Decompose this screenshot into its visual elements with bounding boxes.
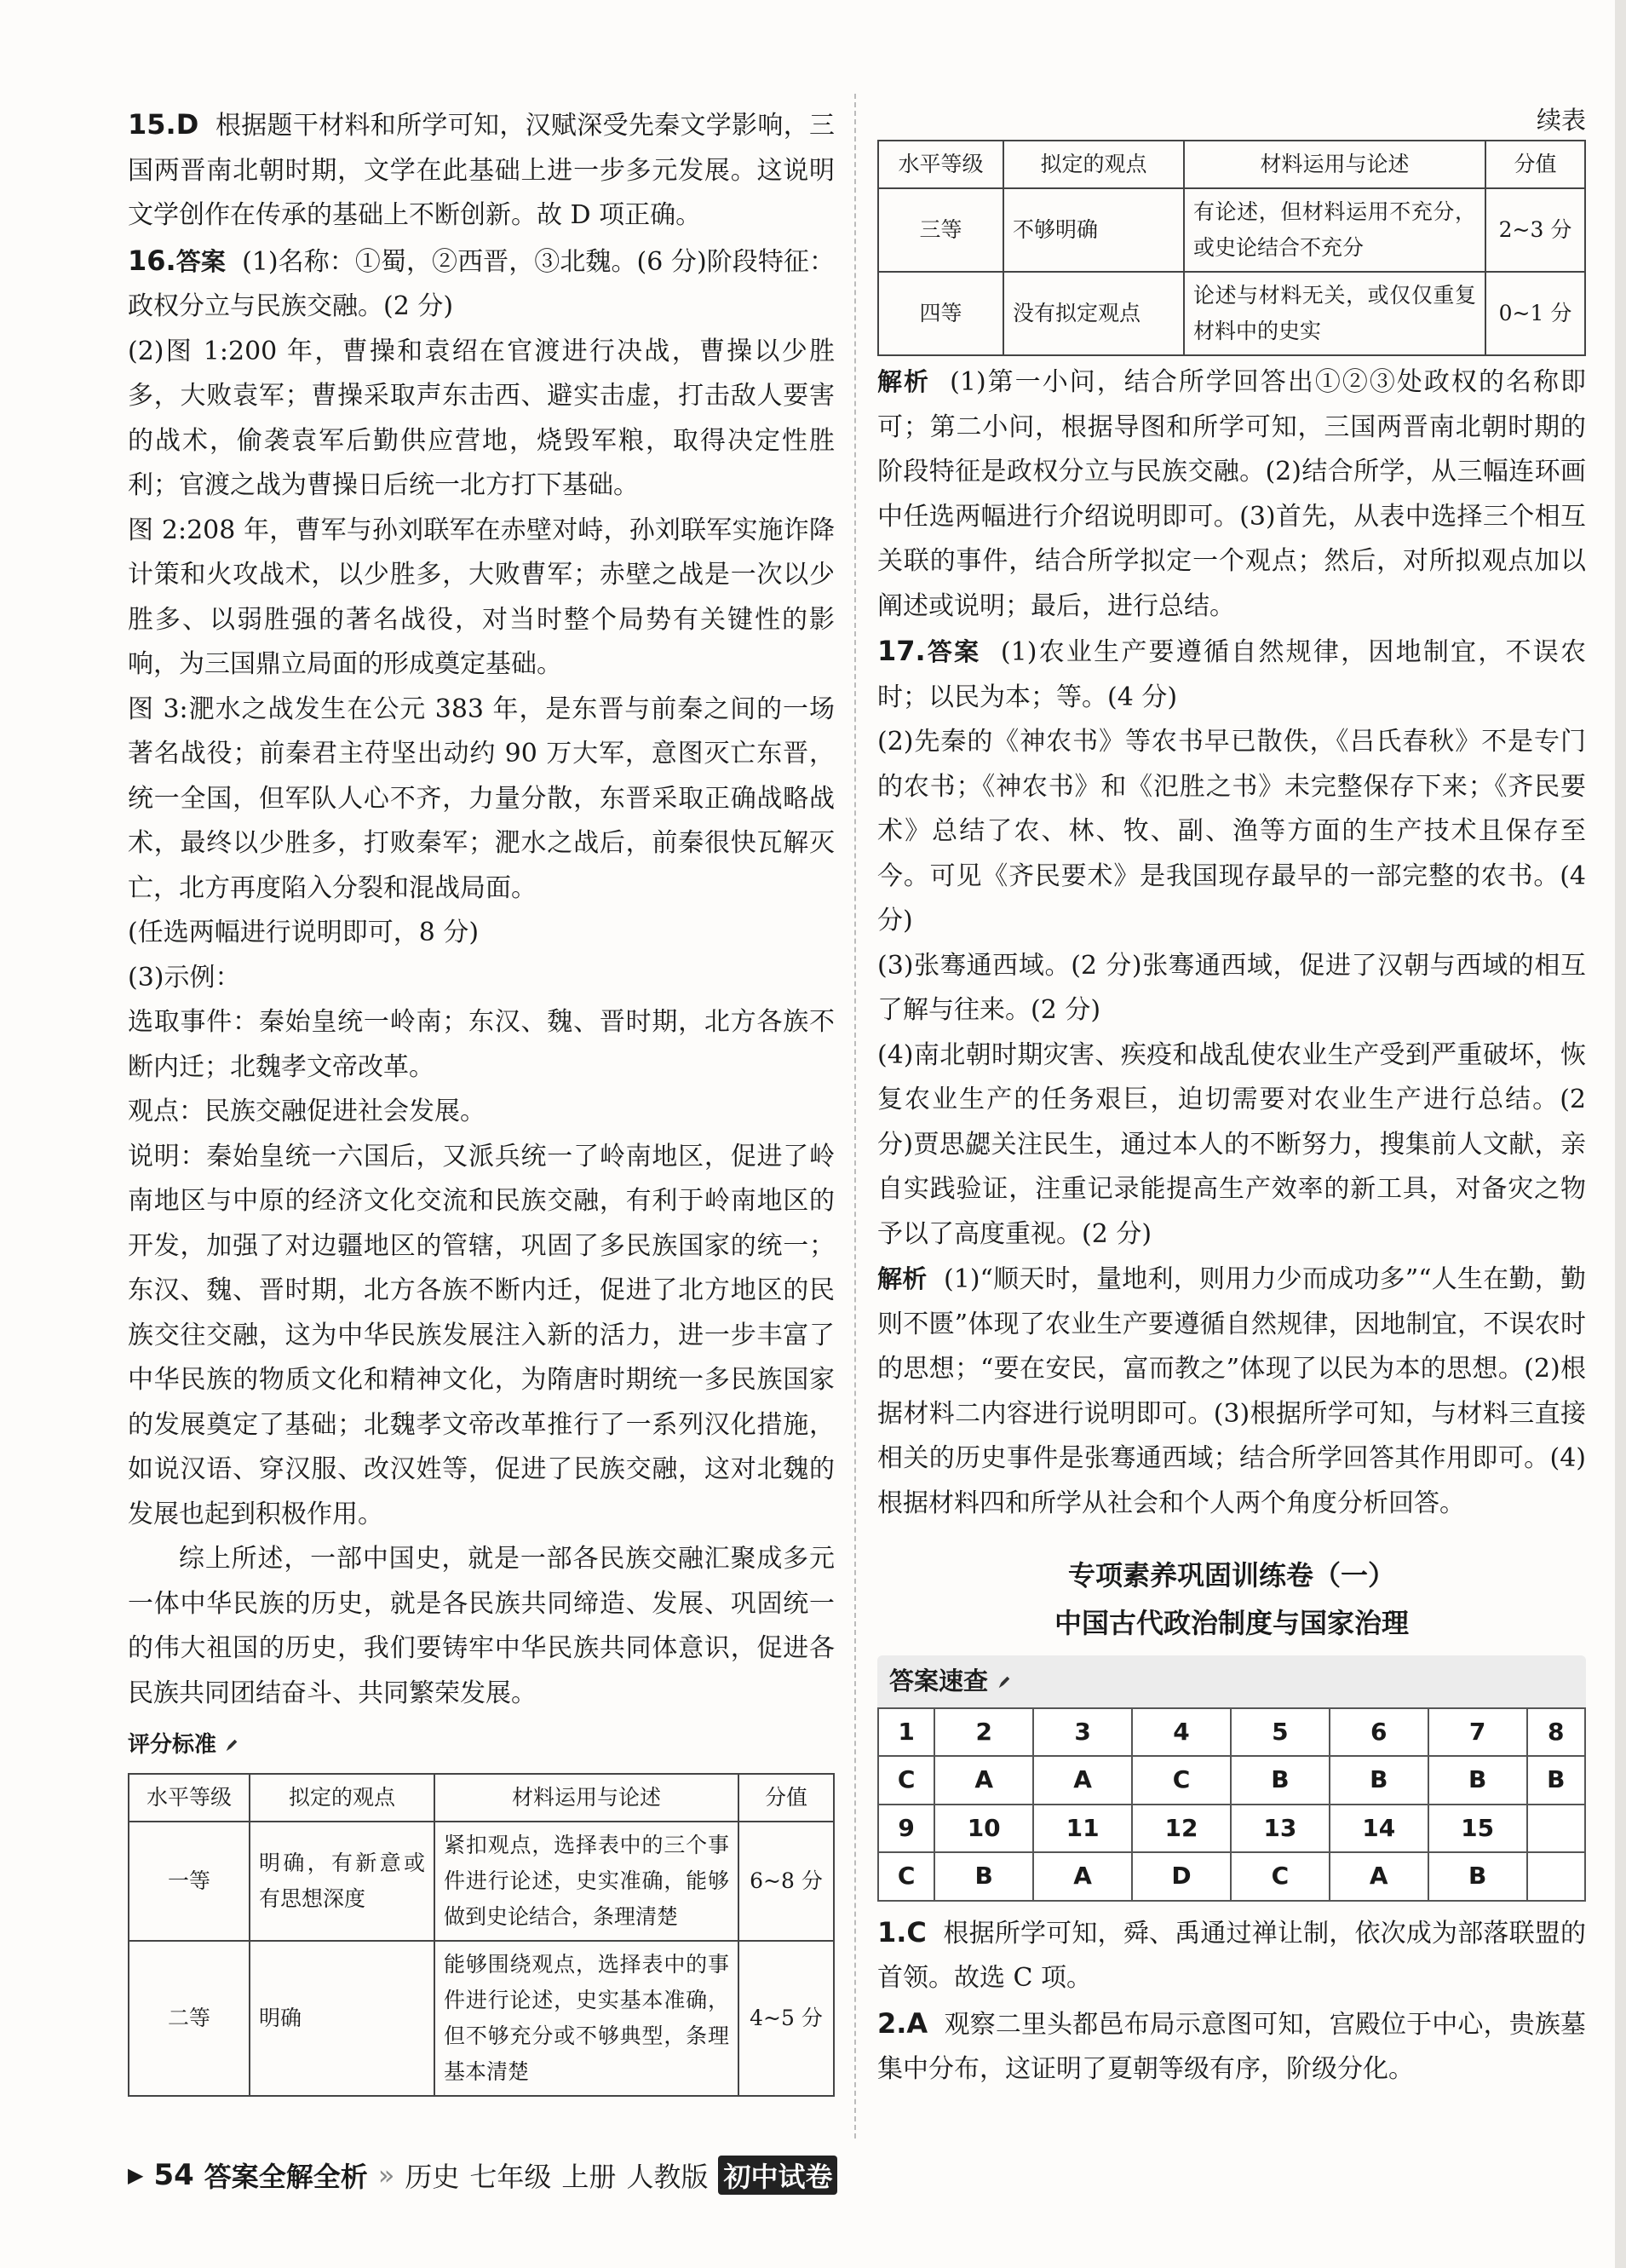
answer-box-title: 答案速查: [877, 1655, 1586, 1707]
page-footer: [128, 2156, 837, 2195]
table-header-row: 水平等级 拟定的观点 材料运用与论述 分值: [129, 1774, 834, 1822]
q16-heading: 16.答案 (1)名称：①蜀，②西晋，③北魏。(6 分)阶段特征：政权分立与民族交融。(2 分): [128, 244, 835, 321]
section-subtitle: 中国古代政治制度与国家治理: [1054, 1607, 1409, 1639]
left-column: [128, 102, 835, 2097]
continued-label: 续表: [1536, 106, 1586, 135]
section-title: 专项素养巩固训练卷（一）: [1067, 1559, 1395, 1592]
double-chevron-icon: »: [377, 2159, 395, 2191]
q17-heading: 17.答案 (1)农业生产要遵循自然规律，因地制宜，不误农时；以民为本；等。(4 分): [877, 635, 1586, 712]
q16-p5: (任选两幅进行说明即可，8 分): [128, 918, 480, 947]
scoring-title: 评分标准: [128, 1723, 835, 1768]
table-row: 一等 明确，有新意或有思想深度 紧扣观点，选择表中的三个事件进行论述，史实准确，能够做到史论结合，条理清楚 6~8 分: [129, 1822, 834, 1941]
q16-analysis: 解析 (1)第一小问，结合所学回答出①②③处政权的名称即可；第二小问，根据导图和所学可知，三国两晋南北朝时期的阶段特征是政权分立与民族交融。(2)结合所学，从三幅连环画中任选两幅进行介绍说明即可。(3)首先，从表中选择三个相互关联的事件，结合所学拟定一个观点；然后，对所拟观点加以阐述或说明；最后，进行总结。: [877, 367, 1586, 621]
page-edge: [1615, 0, 1626, 2268]
q16-p3: 图 2:208 年，曹军与孙刘联军在赤壁对峙，孙刘联军实施诈降计策和火攻战术，以少胜多，大败曹军；赤壁之战是一次以少胜多、以弱胜强的著名战役，对当时整个局势有关键性的影响，为三国鼎立局面的形成奠定基础。: [128, 515, 835, 679]
q16-p10: 综上所述，一部中国史，就是一部各民族交融汇聚成多元一体中华民族的历史，就是各民族共同缔造、发展、巩固统一的伟大祖国的历史，我们要铸牢中华民族共同体意识，促进各民族共同团结奋斗、共同繁荣发展。: [128, 1544, 835, 1708]
q16-p6: (3)示例：: [128, 962, 241, 993]
book-title: 答案全解全析: [204, 2161, 368, 2193]
play-arrow-icon: ▶: [128, 2163, 144, 2187]
q16-p8: 观点：民族交融促进社会发展。: [128, 1097, 486, 1126]
q17-p2: (2)先秦的《神农书》等农书早已散佚，《吕氏春秋》不是专门的农书；《神农书》和《氾胜之书》未完整保存下来；《齐民要术》总结了农、林、牧、副、渔等方面的生产技术且保存至今。可见《齐民要术》是我国现存最早的一部完整的农书。(4 分): [877, 727, 1586, 935]
pen-icon: [224, 1738, 239, 1753]
q16-p7: 选取事件：秦始皇统一岭南；东汉、魏、晋时期，北方各族不断内迁；北魏孝文帝改革。: [128, 1007, 835, 1082]
answer-letter-row: C A A C B B B B: [878, 1756, 1585, 1805]
subject: 历史: [405, 2161, 460, 2193]
q15: 15.D 根据题干材料和所学可知，汉赋深受先秦文学影响，三国两晋南北朝时期，文学在此基础上进一步多元发展。这说明文学创作在传承的基础上不断创新。故 D 项正确。: [128, 108, 835, 230]
pen-icon: [997, 1675, 1012, 1690]
answer-letter-row: C B A D C A B: [878, 1852, 1585, 1901]
q2: 2.A 观察二里头都邑布局示意图可知，宫殿位于中心，贵族墓集中分布，这证明了夏朝等级有序，阶级分化。: [877, 2006, 1587, 2084]
q1: 1.C 根据所学可知，舜、禹通过禅让制，依次成为部落联盟的首领。故选 C 项。: [877, 1915, 1587, 1993]
table-row: 三等 不够明确 有论述，但材料运用不充分，或史论结合不充分 2~3 分: [878, 188, 1585, 272]
right-column: [877, 101, 1586, 2092]
scoring-table-continued: [877, 140, 1586, 356]
edition: 人教版: [626, 2161, 709, 2193]
answer-number-row: 9 10 11 12 13 14 15: [878, 1805, 1585, 1853]
answer-number-row: 1 2 3 4 5 6 7 8: [878, 1708, 1585, 1757]
grade: 七年级: [469, 2161, 552, 2193]
answer-quick-check: [877, 1655, 1586, 1902]
q16-p4: 图 3:淝水之战发生在公元 383 年，是东晋与前秦之间的一场著名战役；前秦君主苻坚出动约 90 万大军，意图灭亡东晋，统一全国，但军队人心不齐，力量分散，东晋采取正确战略战术，最终以少胜多，打败秦军；淝水之战后，前秦很快瓦解灭亡，北方再度陷入分裂和混战局面。: [128, 694, 835, 903]
term: 上册: [561, 2161, 617, 2193]
table-header-row: 水平等级 拟定的观点 材料运用与论述 分值: [878, 141, 1585, 188]
q16-p2: (2)图 1:200 年，曹操和袁绍在官渡进行决战，曹操以少胜多，大败袁军；曹操采取声东击西、避实击虚，打击敌人要害的战术，偷袭袁军后勤供应营地，烧毁军粮，取得决定性胜利；官渡之战为曹操日后统一北方打下基础。: [128, 336, 835, 500]
page-number: 54: [153, 2158, 194, 2192]
q17-analysis: 解析 (1)“顺天时，量地利，则用力少而成功多”“人生在勤，勤则不匮”体现了农业生产要遵循自然规律，因地制宜，不误农时的思想；“要在安民，富而教之”体现了以民为本的思想。(2)根据材料二内容进行说明即可。(3)根据所学可知，与材料三直接相关的历史事件是张骞通西域；结合所学回答其作用即可。(4)根据材料四和所学从社会和个人两个角度分析回答。: [877, 1264, 1586, 1518]
scoring-table: [128, 1773, 835, 2097]
column-divider: [854, 94, 856, 2138]
series-tag: 初中试卷: [718, 2156, 837, 2195]
q17-p3: (3)张骞通西域。(2 分)张骞通西域，促进了汉朝与西域的相互了解与往来。(2 分): [877, 950, 1586, 1025]
table-row: 四等 没有拟定观点 论述与材料无关，或仅仅重复材料中的史实 0~1 分: [878, 272, 1585, 355]
table-row: 二等 明确 能够围绕观点，选择表中的事件进行论述，史实基本准确，但不够充分或不够典型，条理基本清楚 4~5 分: [129, 1941, 834, 2096]
q17-p4: (4)南北朝时期灾害、疾疫和战乱使农业生产受到严重破坏，恢复农业生产的任务艰巨，迫切需要对农业生产进行总结。(2 分)贾思勰关注民生，通过本人的不断努力，搜集前人文献，亲自实践验证，注重记录能提高生产效率的新工具，对备灾之物予以了高度重视。(2 分): [877, 1039, 1586, 1249]
q16-p9: 说明：秦始皇统一六国后，又派兵统一了岭南地区，促进了岭南地区与中原的经济文化交流和民族交融，有利于岭南地区的开发，加强了对边疆地区的管辖，巩固了多民族国家的统一；东汉、魏、晋时期，北方各族不断内迁，促进了北方地区的民族交往交融，这为中华民族发展注入新的活力，进一步丰富了中华民族的物质文化和精神文化，为隋唐时期统一多民族国家的发展奠定了基础；北魏孝文帝改革推行了一系列汉化措施，如说汉语、穿汉服、改汉姓等，促进了民族交融，这对北魏的发展也起到积极作用。: [128, 1141, 835, 1529]
answer-grid: [877, 1707, 1586, 1902]
